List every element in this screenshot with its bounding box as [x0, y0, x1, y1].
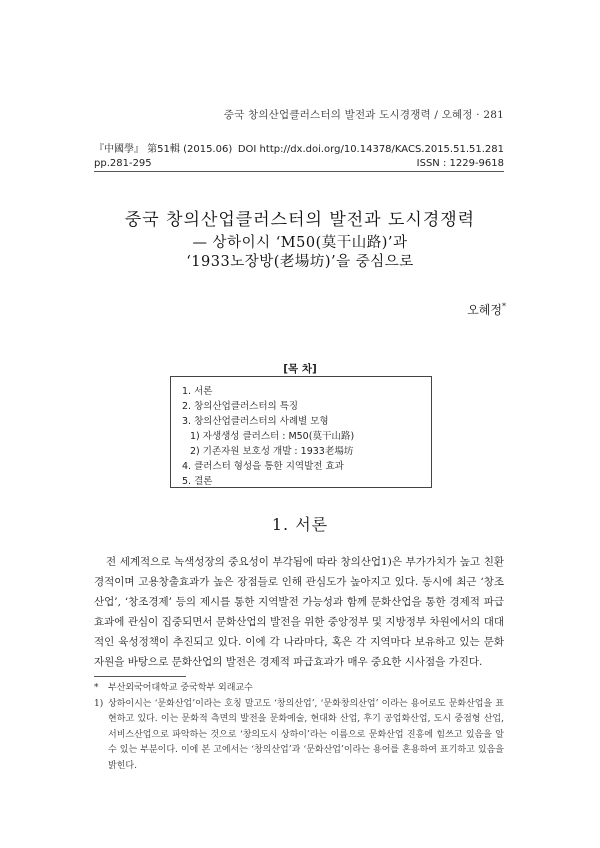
issn: ISSN : 1229-9618 [416, 158, 504, 169]
toc-item: 1. 서론 [182, 386, 213, 397]
toc-item: 4. 클러스터 형성을 통한 지역발전 효과 [182, 461, 344, 472]
journal-citation: 『中國學』 第51輯 (2015.06) [94, 144, 233, 155]
header-divider [94, 171, 504, 172]
footnote-mark: * [94, 683, 99, 693]
footnote-text: 부산외국어대학교 중국학부 외래교수 [108, 683, 253, 693]
footnotes [94, 681, 504, 774]
footnote [94, 697, 504, 775]
article-title: 중국 창의산업클러스터의 발전과 도시경쟁력 [124, 210, 476, 230]
footnote-divider [94, 676, 186, 677]
footnote-text: 상하이시는 ‘문화산업’이라는 호칭 말고도 ‘창의산업’, ‘문화창의산업’ 이라는 용어로도 문화산업을 표현하고 있다. 이는 문화적 측면의 발전을 문화예술, 현대화 산업, 후기 공업화산업, 도시 중점형 산업, 서비스산업으로 파악하는 것으로 ‘창의도시 상하이’라는 이름으로 문화산업 진흥에 힘쓰고 있음을 알 수 있는 부분이다. 이에 본 고에서는 ‘창의산업’과 ‘문화산업’이라는 용어를 혼용하여 표기하고 있음을 밝힌다. [108, 698, 504, 771]
toc-subitem: 2) 기존자원 보호성 개발 : 1933老場坊 [190, 446, 354, 457]
section-heading: 1. 서론 [271, 515, 329, 534]
body-text [94, 552, 504, 672]
toc-item: 5. 결론 [182, 476, 213, 487]
publication-meta [94, 143, 504, 171]
toc-item: 2. 창의산업클러스터의 특징 [182, 401, 299, 412]
article-subtitle-line-2: ‘1933노장방(老場坊)’을 중심으로 [186, 254, 414, 270]
running-header: 중국 창의산업클러스터의 발전과 도시경쟁력 / 오혜정 · 281 [223, 109, 504, 121]
toc-item: 3. 창의산업클러스터의 사례별 모형 [182, 416, 329, 427]
footnote-mark: 1) [94, 698, 104, 709]
table-of-contents [170, 376, 432, 488]
author-name: 오혜정 [467, 303, 502, 317]
footnote [94, 681, 504, 697]
author-line [467, 301, 506, 318]
doi-link[interactable]: DOI http://dx.doi.org/10.14378/KACS.2015.51.51.281 [237, 144, 504, 155]
author-footnote-mark[interactable]: * [502, 302, 506, 311]
paragraph: 전 세계적으로 녹색성장의 중요성이 부각됨에 따라 창의산업1)은 부가가치가 높고 친환경적이며 고용창출효과가 높은 장점들로 인해 관심도가 높아지고 있다. 동시에 최근 ‘창조산업’, ‘창조경제’ 등의 제시를 통한 지역발전 가능성과 함께 문화산업을 통한 경제적 파급효과에 관심이 집중되면서 문화산업의 발전을 위한 중앙정부 및 지방정부 차원에서의 대대적인 육성정책이 추진되고 있다. 이에 각 나라마다, 혹은 각 지역마다 보유하고 있는 문화자원을 바탕으로 문화산업의 발전은 경제적 파급효과가 매우 중요한 시사점을 가진다. [94, 556, 504, 668]
page-range: pp.281-295 [94, 158, 152, 169]
toc-subitem: 1) 자생생성 클러스터 : M50(莫干山路) [190, 431, 355, 442]
article-subtitle-line-1: — 상하이시 ‘M50(莫干山路)’과 [192, 235, 408, 251]
toc-heading: [목 차] [283, 363, 317, 375]
